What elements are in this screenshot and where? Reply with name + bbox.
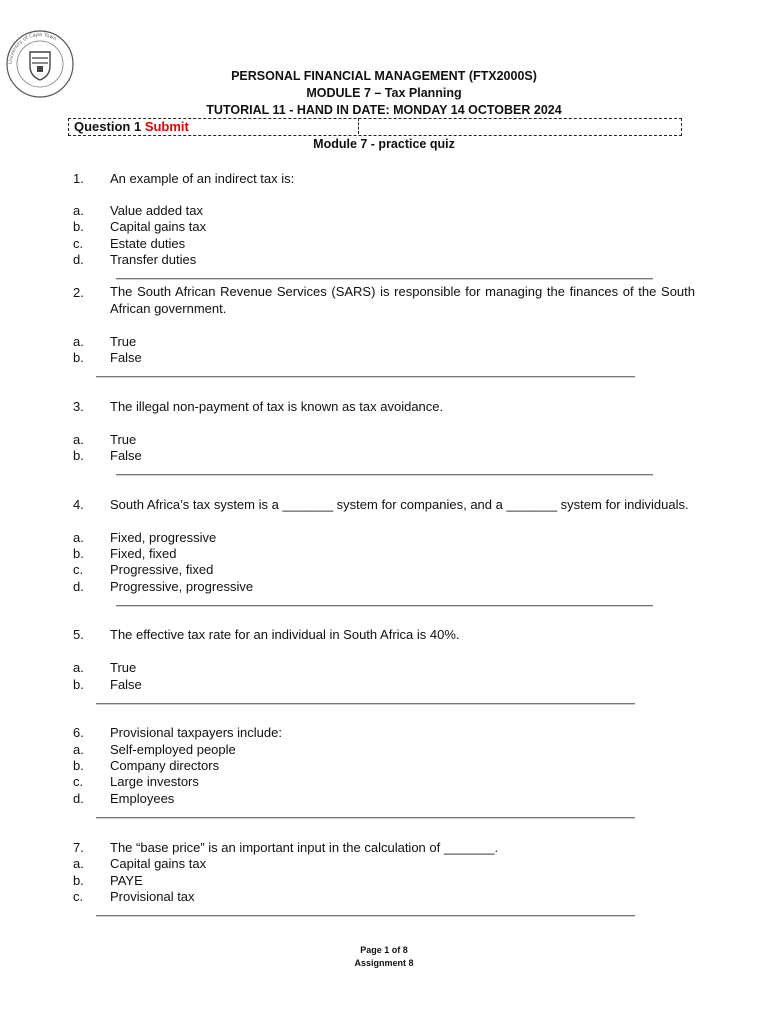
option-letter: d. <box>73 579 84 594</box>
question-number: 6. <box>73 725 84 740</box>
option-text: True <box>110 432 137 447</box>
tutorial-title: TUTORIAL 11 - HAND IN DATE: MONDAY 14 OCTOBER 2024 <box>206 103 562 117</box>
question-number: 7. <box>73 840 84 855</box>
option-letter: a. <box>73 530 84 545</box>
quiz-subtitle: Module 7 - practice quiz <box>313 137 455 151</box>
option-letter: a. <box>73 856 84 871</box>
option-letter: b. <box>73 448 84 463</box>
option-text: Capital gains tax <box>110 219 207 234</box>
submit-link[interactable]: Submit <box>144 119 189 134</box>
option-text: True <box>110 660 137 675</box>
option-text: False <box>110 350 142 365</box>
question-text: The effective tax rate for an individual in South Africa is 40%. <box>110 627 460 642</box>
question-number: 4. <box>73 497 84 512</box>
option-text: Employees <box>110 791 175 806</box>
option-letter: b. <box>73 350 84 365</box>
option-text: Capital gains tax <box>110 856 207 871</box>
option-letter: b. <box>73 546 84 561</box>
question-text: The South African Revenue Services (SARS) is responsible for managing the finances of the South African government. <box>110 284 695 316</box>
option-letter: c. <box>73 236 84 251</box>
question-text: Provisional taxpayers include: <box>110 725 282 740</box>
question-box-divider <box>358 118 359 134</box>
option-text: Progressive, fixed <box>110 562 214 577</box>
option-text: Estate duties <box>110 236 186 251</box>
option-text: False <box>110 677 142 692</box>
divider <box>96 703 635 705</box>
option-letter: d. <box>73 252 84 267</box>
option-letter: a. <box>73 742 84 757</box>
option-text: Large investors <box>110 774 199 789</box>
question-text: An example of an indirect tax is: <box>110 171 295 186</box>
option-letter: a. <box>73 660 84 675</box>
option-text: Transfer duties <box>110 252 197 267</box>
option-text: Progressive, progressive <box>110 579 254 594</box>
assignment-label: Assignment 8 <box>354 958 414 968</box>
option-text: Fixed, fixed <box>110 546 177 561</box>
divider <box>116 278 653 280</box>
option-letter: b. <box>73 758 84 773</box>
option-text: Value added tax <box>110 203 203 218</box>
divider <box>96 817 635 819</box>
option-letter: a. <box>73 432 84 447</box>
option-text: Provisional tax <box>110 889 195 904</box>
divider <box>116 474 653 476</box>
question-number: 3. <box>73 399 84 414</box>
divider <box>96 376 635 378</box>
divider <box>116 605 653 607</box>
option-letter: a. <box>73 334 84 349</box>
option-letter: c. <box>73 774 84 789</box>
module-title: MODULE 7 – Tax Planning <box>306 86 462 100</box>
question-number: 5. <box>73 627 84 642</box>
question-text: South Africa’s tax system is a _______ system for companies, and a _______ system for individuals. <box>110 497 689 512</box>
page-number: Page 1 of 8 <box>360 945 408 955</box>
question-text: The “base price” is an important input in the calculation of _______. <box>110 840 499 855</box>
option-letter: c. <box>73 562 84 577</box>
option-letter: b. <box>73 677 84 692</box>
option-text: False <box>110 448 142 463</box>
option-letter: b. <box>73 873 84 888</box>
question-number: 2. <box>73 285 84 300</box>
question-number: 1. <box>73 171 84 186</box>
option-text: PAYE <box>110 873 143 888</box>
divider <box>96 915 635 917</box>
course-title: PERSONAL FINANCIAL MANAGEMENT (FTX2000S) <box>231 69 537 83</box>
option-text: True <box>110 334 137 349</box>
option-letter: b. <box>73 219 84 234</box>
option-text: Self-employed people <box>110 742 236 757</box>
question-text: The illegal non-payment of tax is known as tax avoidance. <box>110 399 444 414</box>
option-letter: d. <box>73 791 84 806</box>
option-letter: c. <box>73 889 84 904</box>
option-text: Company directors <box>110 758 220 773</box>
option-letter: a. <box>73 203 84 218</box>
option-text: Fixed, progressive <box>110 530 217 545</box>
question-label <box>74 119 189 134</box>
question-number: Question 1 <box>74 119 142 134</box>
seal-text: University of Cape Town <box>7 31 58 65</box>
